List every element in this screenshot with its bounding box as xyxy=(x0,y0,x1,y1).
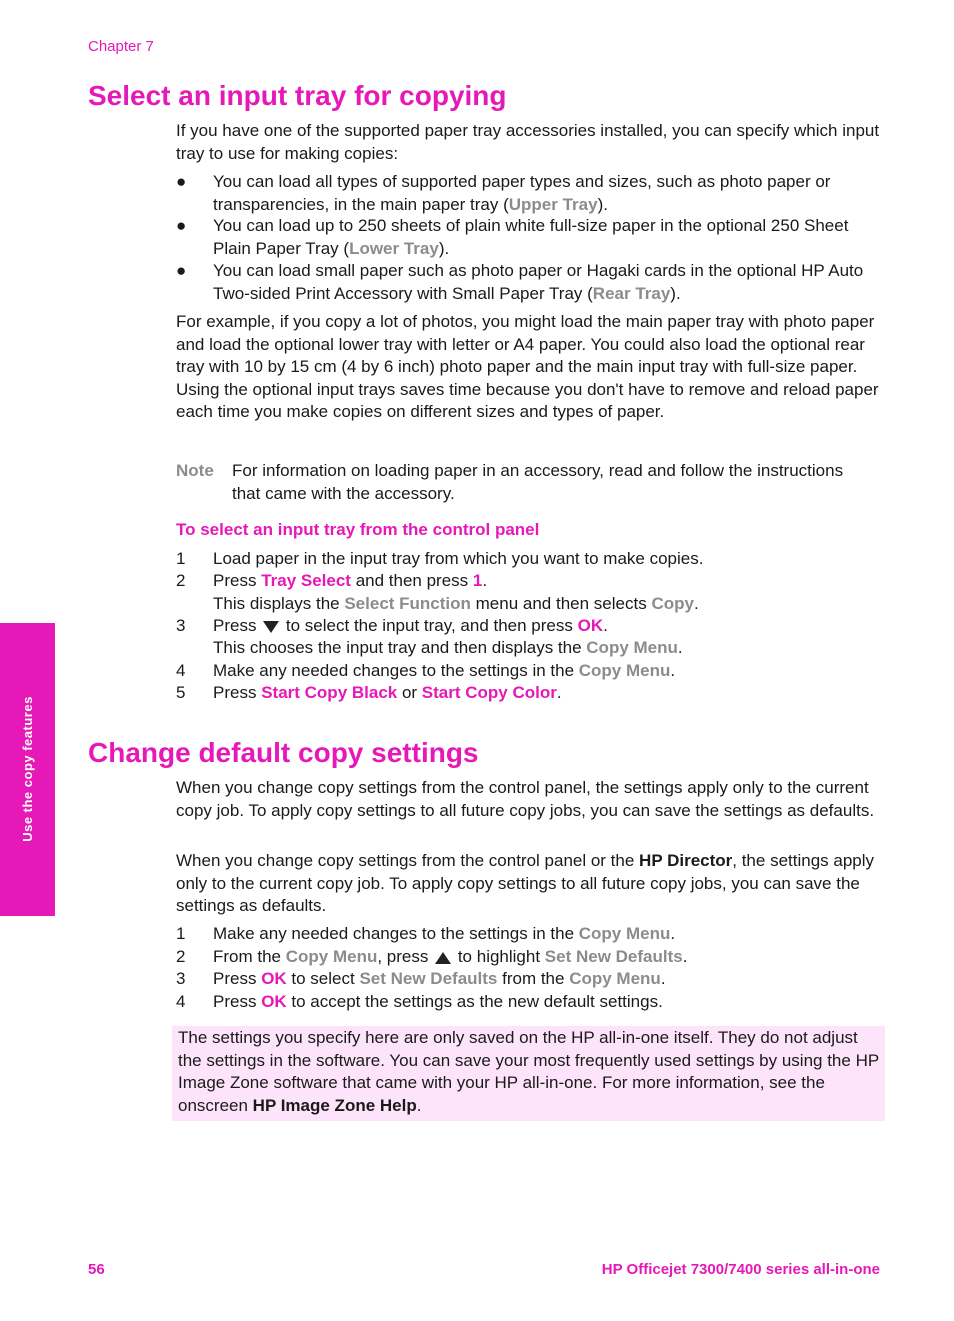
up-arrow-icon xyxy=(435,952,451,964)
bullet-icon: ● xyxy=(176,172,187,191)
footer-product-name: HP Officejet 7300/7400 series all-in-one xyxy=(601,1261,880,1278)
button-term: Start Copy Color xyxy=(421,683,557,702)
step-item: 2 Press Tray Select and then press 1. xyxy=(176,571,488,590)
step-detail: This chooses the input tray and then displays the Copy Menu. xyxy=(213,638,683,657)
example-paragraph: For example, if you copy a lot of photos, you might load the main paper tray with photo paper and load the optional lower tray with letter or A4 paper. You could also load the optional rear tray with 10 by 15 cm (4 by 6 inch) photo paper and the main input tray with full-size paper. Using the optional input trays saves time because you don't have to remove and reload paper each time you make copies on different sizes and types of paper. xyxy=(176,312,879,421)
step-detail: This displays the Select Function menu and then selects Copy. xyxy=(213,594,699,613)
side-tab-label: Use the copy features xyxy=(19,696,35,842)
bullet-item: ● You can load up to 250 sheets of plain white full-size paper in the optional 250 Sheet Plain Paper Tray (Lower Tray). xyxy=(176,216,849,258)
chapter-label: Chapter 7 xyxy=(88,38,154,55)
step-item: 2 From the Copy Menu, press to highlight Set New Defaults. xyxy=(176,947,688,966)
button-term: OK xyxy=(261,992,287,1011)
section-title-input-tray: Select an input tray for copying xyxy=(88,80,507,111)
bullet-item: ● You can load small paper such as photo paper or Hagaki cards in the optional HP Auto Two-sided Print Accessory with Small Paper Tray (Rear Tray). xyxy=(176,261,864,303)
section-title-default-settings: Change default copy settings xyxy=(88,737,479,768)
step-item: 1 Make any needed changes to the settings in the Copy Menu. xyxy=(176,924,676,943)
note-label: Note xyxy=(176,461,214,480)
bullet-item: ● You can load all types of supported paper types and sizes, such as photo paper or transparencies, in the main paper tray (Upper Tray). xyxy=(176,172,831,214)
step-item: 3 Press OK to select Set New Defaults from the Copy Menu. xyxy=(176,969,666,988)
procedure-title: To select an input tray from the control panel xyxy=(176,520,540,539)
bullet-icon: ● xyxy=(176,216,187,235)
button-term: Tray Select xyxy=(261,571,351,590)
page-number: 56 xyxy=(88,1261,105,1278)
step-item: 3 Press to select the input tray, and then press OK. xyxy=(176,616,608,635)
tip-box xyxy=(172,1026,885,1121)
step-item: 5 Press Start Copy Black or Start Copy Color. xyxy=(176,683,562,702)
step-item: 4 Press OK to accept the settings as the new default settings. xyxy=(176,992,663,1011)
side-tab xyxy=(0,623,55,916)
paragraph: When you change copy settings from the control panel or the HP Director, the settings apply only to the current copy job. To apply copy settings to all future copy jobs, you can save the settings as defaults. xyxy=(176,851,875,915)
down-arrow-icon xyxy=(263,621,279,633)
step-item: 1 Load paper in the input tray from which you want to make copies. xyxy=(176,549,704,568)
ui-term: Rear Tray xyxy=(592,283,671,303)
paragraph: When you change copy settings from the control panel, the settings apply only to the current copy job. To apply copy settings to all future copy jobs, you can save the settings as defaults. xyxy=(176,778,875,820)
ui-term: Upper Tray xyxy=(508,194,598,214)
ui-term: Lower Tray xyxy=(349,238,439,258)
button-term: 1 xyxy=(472,571,483,590)
tip-text: The settings you specify here are only saved on the HP all-in-one itself. They do not adjust the settings in the software. You can save your most frequently used settings by using the HP Image Zone software that came with your HP all-in-one. For more information, see the onscreen HP Image Zone Help. xyxy=(178,1028,879,1115)
button-term: OK xyxy=(261,969,287,988)
bullet-icon: ● xyxy=(176,261,187,280)
button-term: OK xyxy=(577,616,604,635)
button-term: Start Copy Black xyxy=(261,683,398,702)
intro-paragraph: If you have one of the supported paper tray accessories installed, you can specify which input tray to use for making copies: xyxy=(176,121,880,163)
step-item: 4 Make any needed changes to the settings in the Copy Menu. xyxy=(176,661,676,680)
note-text: For information on loading paper in an accessory, read and follow the instructions that came with the accessory. xyxy=(232,461,844,503)
